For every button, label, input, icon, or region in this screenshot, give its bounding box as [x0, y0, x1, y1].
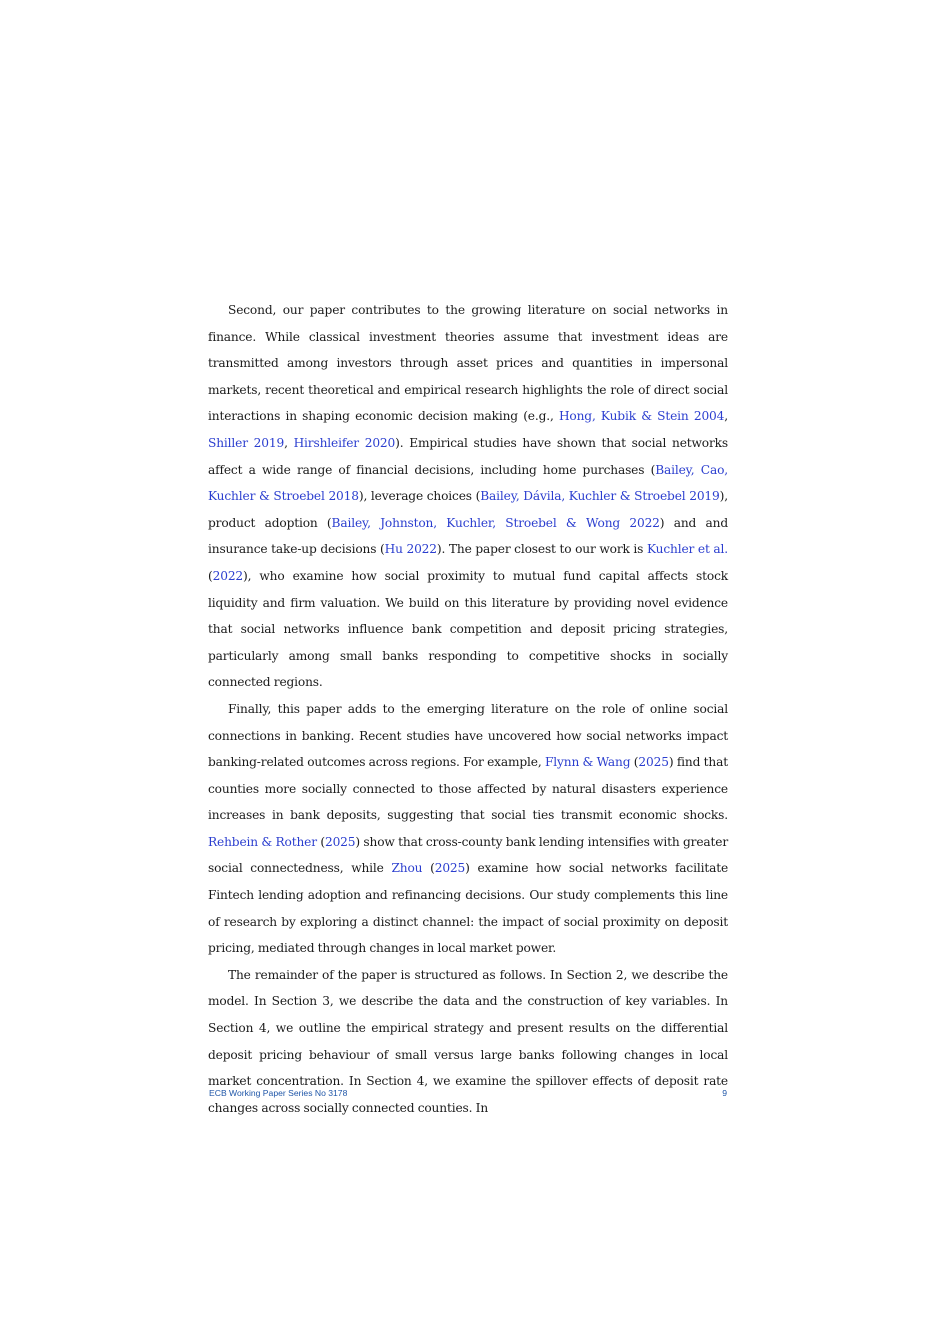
paragraph-online-social-banking: [208, 696, 728, 962]
text-run: ,: [724, 409, 728, 424]
text-run: ) find that counties more socially connected to those affected by natural disasters experience increases in bank deposits, suggesting that social ties transmit economic shocks.: [208, 755, 728, 823]
citation-link[interactable]: Kuchler et al.: [646, 542, 728, 557]
text-run: ), leverage choices (: [358, 489, 481, 504]
text-run: Second, our paper contributes to the growing literature on social networks in finance. While classical investment theories assume that investment ideas are transmitted among investors through asset prices and quantities in impersonal markets, recent theoretical and empirical research highlights the role of direct social interactions in shaping economic decision making (e.g.,: [208, 303, 728, 424]
citation-link[interactable]: Hong, Kubik & Stein 2004: [558, 409, 725, 424]
citation-link[interactable]: Bailey, Dávila, Kuchler & Stroebel 2019: [480, 489, 720, 504]
text-run: Finally, this paper adds to the emerging literature on the role of online social connections in banking. Recent studies have uncovered how social networks impact banking-related outcomes across regions. For example,: [208, 701, 728, 770]
text-run: (: [316, 834, 325, 849]
text-run: ) and and insurance take-up decisions (: [208, 515, 728, 557]
text-run: ) show that cross-county bank lending intensifies with greater social connectedness, while: [208, 834, 729, 876]
text-run: (: [630, 755, 639, 770]
paragraph-social-networks-finance: [208, 297, 728, 696]
citation-link[interactable]: 2025: [434, 861, 466, 876]
text-run: (: [422, 861, 435, 876]
text-run: (: [208, 568, 213, 583]
citation-link[interactable]: 2022: [212, 568, 244, 583]
citation-link[interactable]: Hu 2022: [384, 542, 437, 557]
citation-link[interactable]: Hirshleifer 2020: [293, 435, 396, 450]
text-run: ), who examine how social proximity to mutual fund capital affects stock liquidity and firm valuation. We build on this literature by providing novel evidence that social networks influence bank competition and deposit pricing strategies, particularly among small banks responding to competitive shocks in socially connected regions.: [208, 568, 728, 690]
citation-link[interactable]: Rehbein & Rother: [208, 834, 317, 849]
citation-link[interactable]: Bailey, Cao, Kuchler & Stroebel 2018: [208, 462, 728, 504]
text-run: ,: [284, 435, 294, 450]
footer-page-number: 9: [722, 1088, 727, 1098]
text-run: ). Empirical studies have shown that social networks affect a wide range of financial decisions, including home purchases (: [208, 435, 728, 477]
citation-link[interactable]: Shiller 2019: [208, 435, 285, 450]
citation-link[interactable]: 2025: [638, 755, 669, 770]
text-run: ), product adoption (: [208, 489, 728, 530]
citation-link[interactable]: Bailey, Johnston, Kuchler, Stroebel & Wong 2022: [331, 515, 660, 530]
footer-series-label: ECB Working Paper Series No 3178: [209, 1088, 348, 1098]
text-run: The remainder of the paper is structured as follows. In Section 2, we describe the model. In Section 3, we describe the data and the construction of key variables. In Section 4, we outline the empirical strategy and present results on the differential deposit pricing behaviour of small versus large banks following changes in local market concentration. In Section 4, we examine the spillover effects of deposit rate changes across socially connected counties. In: [208, 967, 728, 1115]
citation-link[interactable]: 2025: [324, 834, 356, 849]
citation-link[interactable]: Zhou: [391, 861, 423, 876]
text-run: ). The paper closest to our work is: [436, 542, 647, 557]
text-run: ) examine how social networks facilitate Fintech lending adoption and refinancing decisions. Our study complements this line of research by exploring a distinct channel: the impact of social proximity on deposit pricing, mediated through changes in local market power.: [208, 861, 729, 956]
citation-link[interactable]: Flynn & Wang: [544, 755, 631, 770]
body-text: [208, 297, 728, 1121]
